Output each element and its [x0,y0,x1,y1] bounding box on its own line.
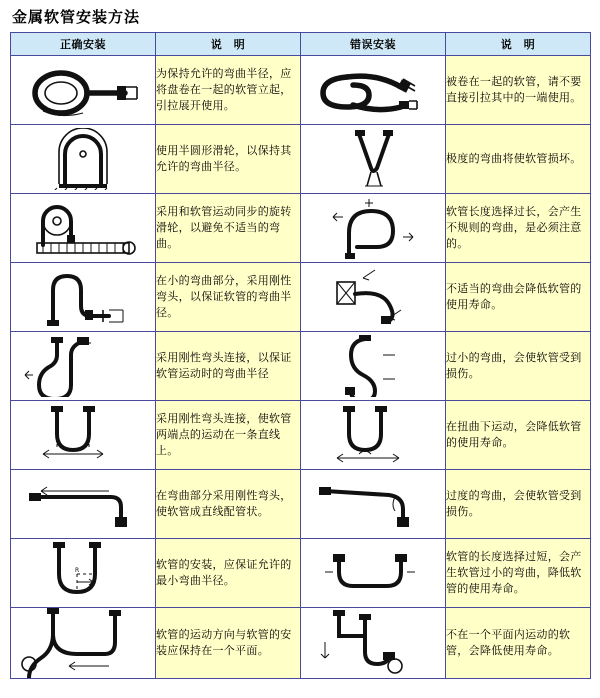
header-wrong-desc: 说 明 [446,33,591,56]
description-text: 极度的弯曲将使软管损坏。 [446,125,591,194]
figure-twisted-hose-motion [301,401,446,470]
page-title: 金属软管安装方法 [12,8,141,26]
description-text: 软管的安装，应保证允许的最小弯曲半径。 [156,539,301,608]
header-correct-install: 正确安装 [11,33,156,56]
description-text: 软管的长度选择过短，会产生软管过小的弯曲，降低软管的使用寿命。 [446,539,591,608]
figure-motion-out-of-plane [301,608,446,679]
figure-rigid-elbows-straight-line-motion [11,401,156,470]
table-row [11,56,591,125]
svg-text:R: R [75,567,80,574]
figure-rigid-elbow-small-bend [11,263,156,332]
figure-improper-bend-at-fitting [301,263,446,332]
figure-rotating-sheave-with-chain [11,194,156,263]
figure-over-bent-hose [301,470,446,539]
figure-motion-in-same-plane [11,608,156,679]
hose-installation-table [10,32,591,679]
figure-hose-too-long-small-bend [301,539,446,608]
description-text: 在扭曲下运动，会降低软管的使用寿命。 [446,401,591,470]
table-row [11,263,591,332]
description-text: 软管的运动方向与软管的安装应保持在一个平面。 [156,608,301,679]
description-text: 不在一个平面内运动的软管，会降低使用寿命。 [446,608,591,679]
description-text: 采用和软管运动同步的旋转滑轮，以避免不适当的弯曲。 [156,194,301,263]
description-text: 使用半圆形滑轮，以保持其允许的弯曲半径。 [156,125,301,194]
header-wrong-install: 错误安装 [301,33,446,56]
table-row [11,401,591,470]
figure-too-small-bend-radius [301,332,446,401]
table-row [11,194,591,263]
figure-coiled-hose-upright [11,56,156,125]
description-text: 采用刚性弯头连接，使软管两端点的运动在一条直线上。 [156,401,301,470]
table-row [11,125,591,194]
figure-sharp-v-bend [301,125,446,194]
table-row [11,332,591,401]
description-text: 软管长度选择过长，会产生不规则的弯曲，是必须注意的。 [446,194,591,263]
figure-rigid-elbow-u-connection [11,332,156,401]
figure-loop-hose-too-long [301,194,446,263]
description-text: 不适当的弯曲会降低软管的使用寿命。 [446,263,591,332]
figure-straight-run-with-elbow [11,470,156,539]
table-header-row [11,33,591,56]
description-text: 采用刚性弯头连接，以保证软管运动时的弯曲半径 [156,332,301,401]
figure-coiled-hose-pulled-one-end [301,56,446,125]
description-text: 在弯曲部分采用刚性弯头，使软管成直线配管状。 [156,470,301,539]
description-text: 被卷在一起的软管，请不要直接引拉其中的一端使用。 [446,56,591,125]
figure-semicircular-guide-sheave [11,125,156,194]
figure-minimum-bend-radius-install [11,539,156,608]
table-row [11,608,591,679]
description-text: 过度的弯曲，会使软管受到损伤。 [446,470,591,539]
description-text: 为保持允许的弯曲半径，应将盘卷在一起的软管立起，引拉展开使用。 [156,56,301,125]
description-text: 在小的弯曲部分，采用刚性弯头，以保证软管的弯曲半径。 [156,263,301,332]
table-row [11,539,591,608]
description-text: 过小的弯曲，会使软管受到损伤。 [446,332,591,401]
table-row [11,470,591,539]
header-correct-desc: 说 明 [156,33,301,56]
